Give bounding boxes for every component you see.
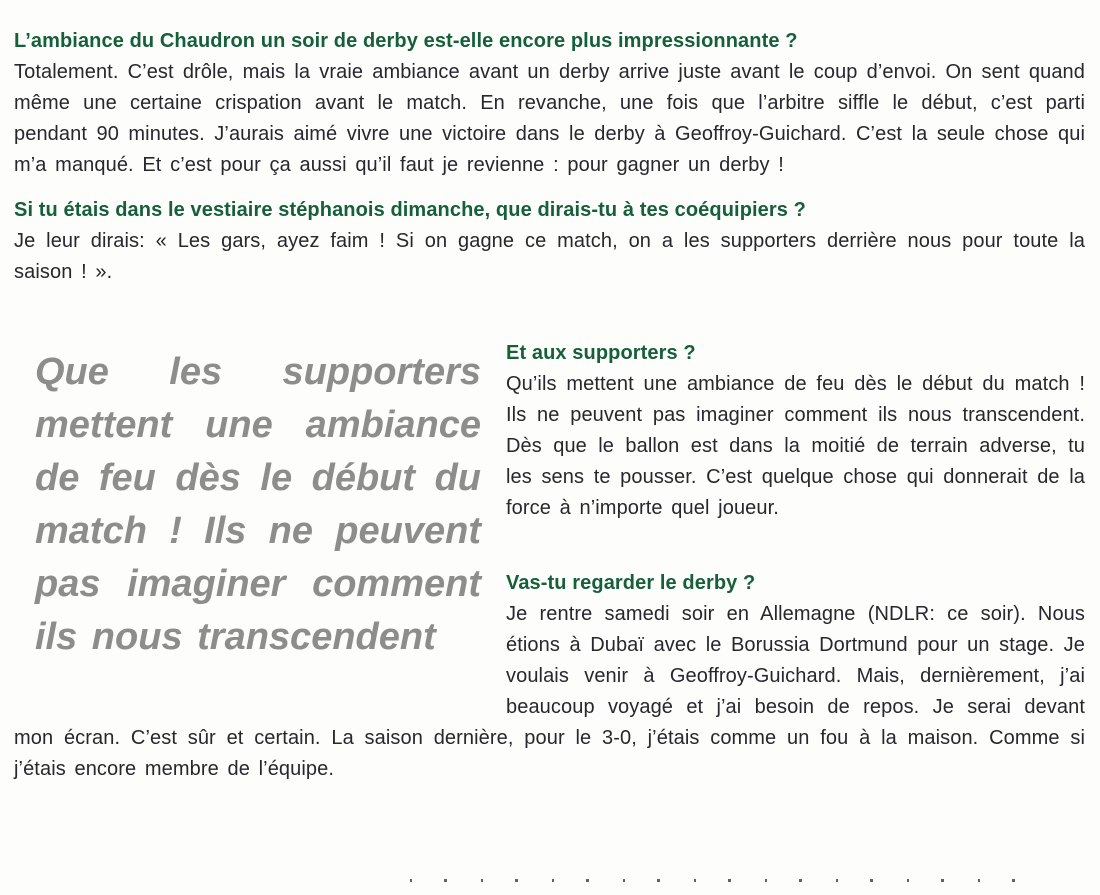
qa-wrap-section: [14, 338, 1085, 785]
question-heading-2: Si tu étais dans le vestiaire stéphanois dimanche, que dirais-tu à tes coéquipiers ?: [14, 199, 806, 221]
clipped-next-line: [410, 879, 1035, 882]
answer-paragraph-1: Totalement. C’est drôle, mais la vraie ambiance avant un derby arrive juste avant le coup d’envoi. On sent quand même une certaine crispation avant le match. En revanche, une fois que l’arbitre siffle le début, c’est parti pendant 90 minutes. J’aurais aimé vivre une victoire dans le derby à Geoffroy-Guichard. C’est la seule chose qui m’a manqué. Et c’est pour ça aussi qu’il faut je revienne : pour gagner un derby !: [14, 61, 1085, 176]
answer-paragraph-3: Qu’ils mettent une ambiance de feu dès le début du match ! Ils ne peuvent pas imaginer comment ils nous transcendent. Dès que le ballon est dans la moitié de terrain adverse, tu les sens te pousser. C’est quelque chose qui donnerait de la force à n’importe quel joueur.: [506, 373, 1085, 519]
question-heading-1: L’ambiance du Chaudron un soir de derby est-elle encore plus impressionnante ?: [14, 30, 798, 52]
answer-paragraph-2: Je leur dirais: « Les gars, ayez faim ! Si on gagne ce match, on a les supporters derrière nous pour toute la saison ! ».: [14, 230, 1085, 283]
question-heading-4: Vas-tu regarder le derby ?: [506, 572, 756, 594]
qa-section-2: [14, 195, 1085, 288]
qa-section-1: [14, 26, 1085, 181]
answer-paragraph-4: Je rentre samedi soir en Allemagne (NDLR: ce soir). Nous étions à Dubaï avec le Borussia Dortmund pour un stage. Je voulais venir à Geoffroy-Guichard. Mais, dernièrement, j’ai beaucoup voyagé et j’ai besoin de repos. Je serai devant mon écran. C’est sûr et certain. La saison dernière, pour le 3-0, j’étais comme un fou à la maison. Comme si j’étais encore membre de l’équipe.: [14, 603, 1085, 780]
question-heading-3: Et aux supporters ?: [506, 342, 696, 364]
pull-quote: Que les supporters mettent une ambiance de feu dès le début du match ! Ils ne peuvent pas imaginer comment ils nous transcendent: [35, 351, 481, 658]
